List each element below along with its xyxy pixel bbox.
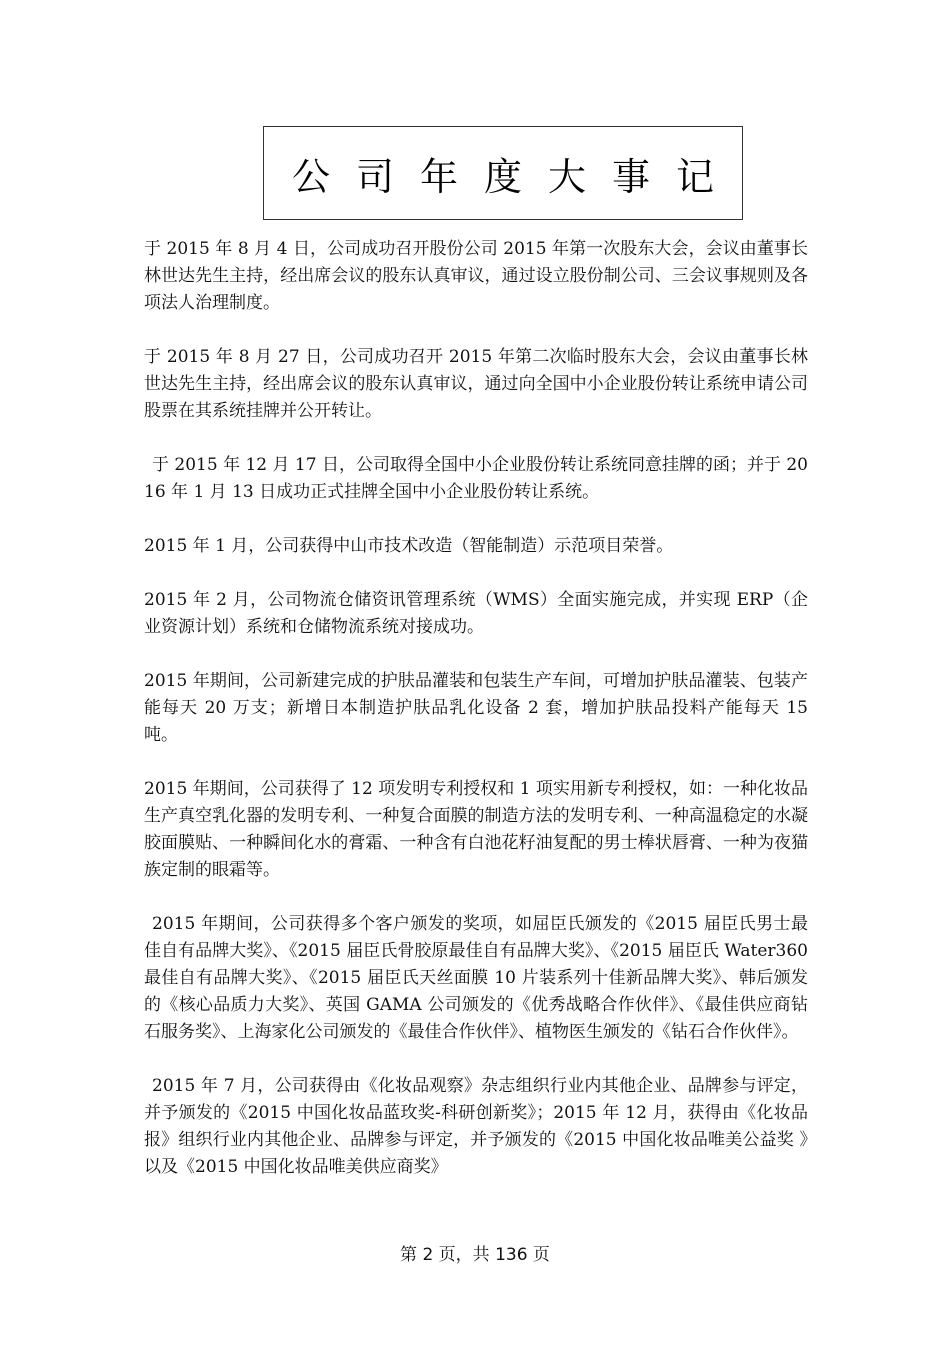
paragraph-2: 于 2015 年 8 月 27 日，公司成功召开 2015 年第二次临时股东大会，会议由董事长林世达先生主持，经出席会议的股东认真审议，通过向全国中小企业股份转让系统申请公司股票在其系统挂牌并公开转让。 <box>144 347 808 421</box>
page-footer: 第 2 页，共 136 页 <box>400 1245 550 1265</box>
paragraph-1: 于 2015 年 8 月 4 日，公司成功召开股份公司 2015 年第一次股东大会，会议由董事长林世达先生主持，经出席会议的股东认真审议，通过设立股份制公司、三会议事规则及各项法人治理制度。 <box>144 239 808 313</box>
paragraph-9: 2015 年 7 月，公司获得由《化妆品观察》杂志组织行业内其他企业、品牌参与评定，并予颁发的《2015 中国化妆品蓝玫奖-科研创新奖》；2015 年 12 月，获得由《化妆品报》组织行业内其他企业、品牌参与评定，并予颁发的《2015 中国化妆品唯美公益奖 》以及《2015 中国化妆品唯美供应商奖》 <box>144 1076 808 1177</box>
paragraph-7: 2015 年期间，公司获得了 12 项发明专利授权和 1 项实用新专利授权，如：一种化妆品生产真空乳化器的发明专利、一种复合面膜的制造方法的发明专利、一种高温稳定的水凝胶面膜贴、一种瞬间化水的膏霜、一种含有白池花籽油复配的男士棒状唇膏、一种为夜猫族定制的眼霜等。 <box>144 779 808 880</box>
paragraph-4: 2015 年 1 月，公司获得中山市技术改造（智能制造）示范项目荣誉。 <box>144 536 674 556</box>
paragraph-5: 2015 年 2 月，公司物流仓储资讯管理系统（WMS）全面实施完成，并实现 ERP（企业资源计划）系统和仓储物流系统对接成功。 <box>144 590 808 637</box>
document-body <box>144 236 808 1208</box>
page-title: 公司年度大事记 <box>291 154 740 199</box>
paragraph-3: 于 2015 年 12 月 17 日，公司取得全国中小企业股份转让系统同意挂牌的函；并于 2016 年 1 月 13 日成功正式挂牌全国中小企业股份转让系统。 <box>144 455 808 502</box>
title-box <box>263 126 743 220</box>
paragraph-6: 2015 年期间，公司新建完成的护肤品灌装和包装生产车间，可增加护肤品灌装、包装产能每天 20 万支；新增日本制造护肤品乳化设备 2 套，增加护肤品投料产能每天 15 吨。 <box>144 671 808 745</box>
paragraph-8: 2015 年期间，公司获得多个客户颁发的奖项，如屈臣氏颁发的《2015 届臣氏男士最佳自有品牌大奖》、《2015 届臣氏骨胶原最佳自有品牌大奖》、《2015 届臣氏 Water360 最佳自有品牌大奖》、《2015 届臣氏天丝面膜 10 片装系列十佳新品牌大奖》、韩后颁发的《核心品质力大奖》、英国 GAMA 公司颁发的《优秀战略合作伙伴》、《最佳供应商钻石服务奖》、上海家化公司颁发的《最佳合作伙伴》、植物医生颁发的《钻石合作伙伴》。 <box>144 914 808 1042</box>
